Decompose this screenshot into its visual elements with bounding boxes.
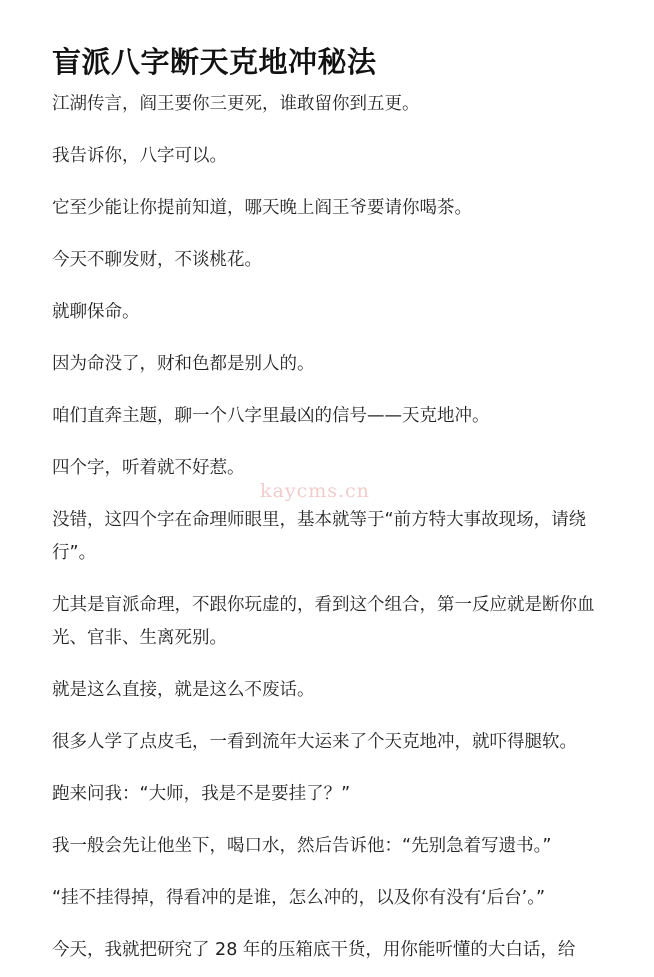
paragraph: 就聊保命。 [52, 302, 140, 322]
paragraph: 四个字，听着就不好惹。 [52, 458, 245, 478]
paragraph: 跑来问我：“大师，我是不是要挂了？” [52, 784, 351, 804]
paragraph: 今天，我就把研究了 28 年的压箱底干货，用你能听懂的大白话，给 [52, 940, 576, 960]
watermark-text: kaycms.cn [260, 480, 370, 502]
paragraph: 尤其是盲派命理，不跟你玩虚的，看到这个组合，第一反应就是断你血光、官非、生离死别。 [52, 595, 595, 648]
paragraph: 没错，这四个字在命理师眼里，基本就等于“前方特大事故现场，请绕行”。 [52, 510, 587, 563]
paragraph: 就是这么直接，就是这么不废话。 [52, 680, 315, 700]
article [52, 40, 612, 967]
paragraph: 因为命没了，财和色都是别人的。 [52, 354, 315, 374]
article-title: 盲派八字断天克地冲秘法 [52, 45, 377, 79]
paragraph: 我一般会先让他坐下，喝口水，然后告诉他：“先别急着写遗书。” [52, 836, 552, 856]
paragraph: 今天不聊发财，不谈桃花。 [52, 250, 262, 270]
paragraph: “挂不挂得掉，得看冲的是谁，怎么冲的，以及你有没有‘后台’。” [52, 888, 546, 908]
paragraph: 咱们直奔主题，聊一个八字里最凶的信号——天克地冲。 [52, 406, 490, 426]
paragraph: 很多人学了点皮毛，一看到流年大运来了个天克地冲，就吓得腿软。 [52, 732, 577, 752]
paragraph: 江湖传言，阎王要你三更死，谁敢留你到五更。 [52, 94, 420, 114]
paragraph: 它至少能让你提前知道，哪天晚上阎王爷要请你喝茶。 [52, 198, 472, 218]
paragraph: 我告诉你，八字可以。 [52, 146, 227, 166]
